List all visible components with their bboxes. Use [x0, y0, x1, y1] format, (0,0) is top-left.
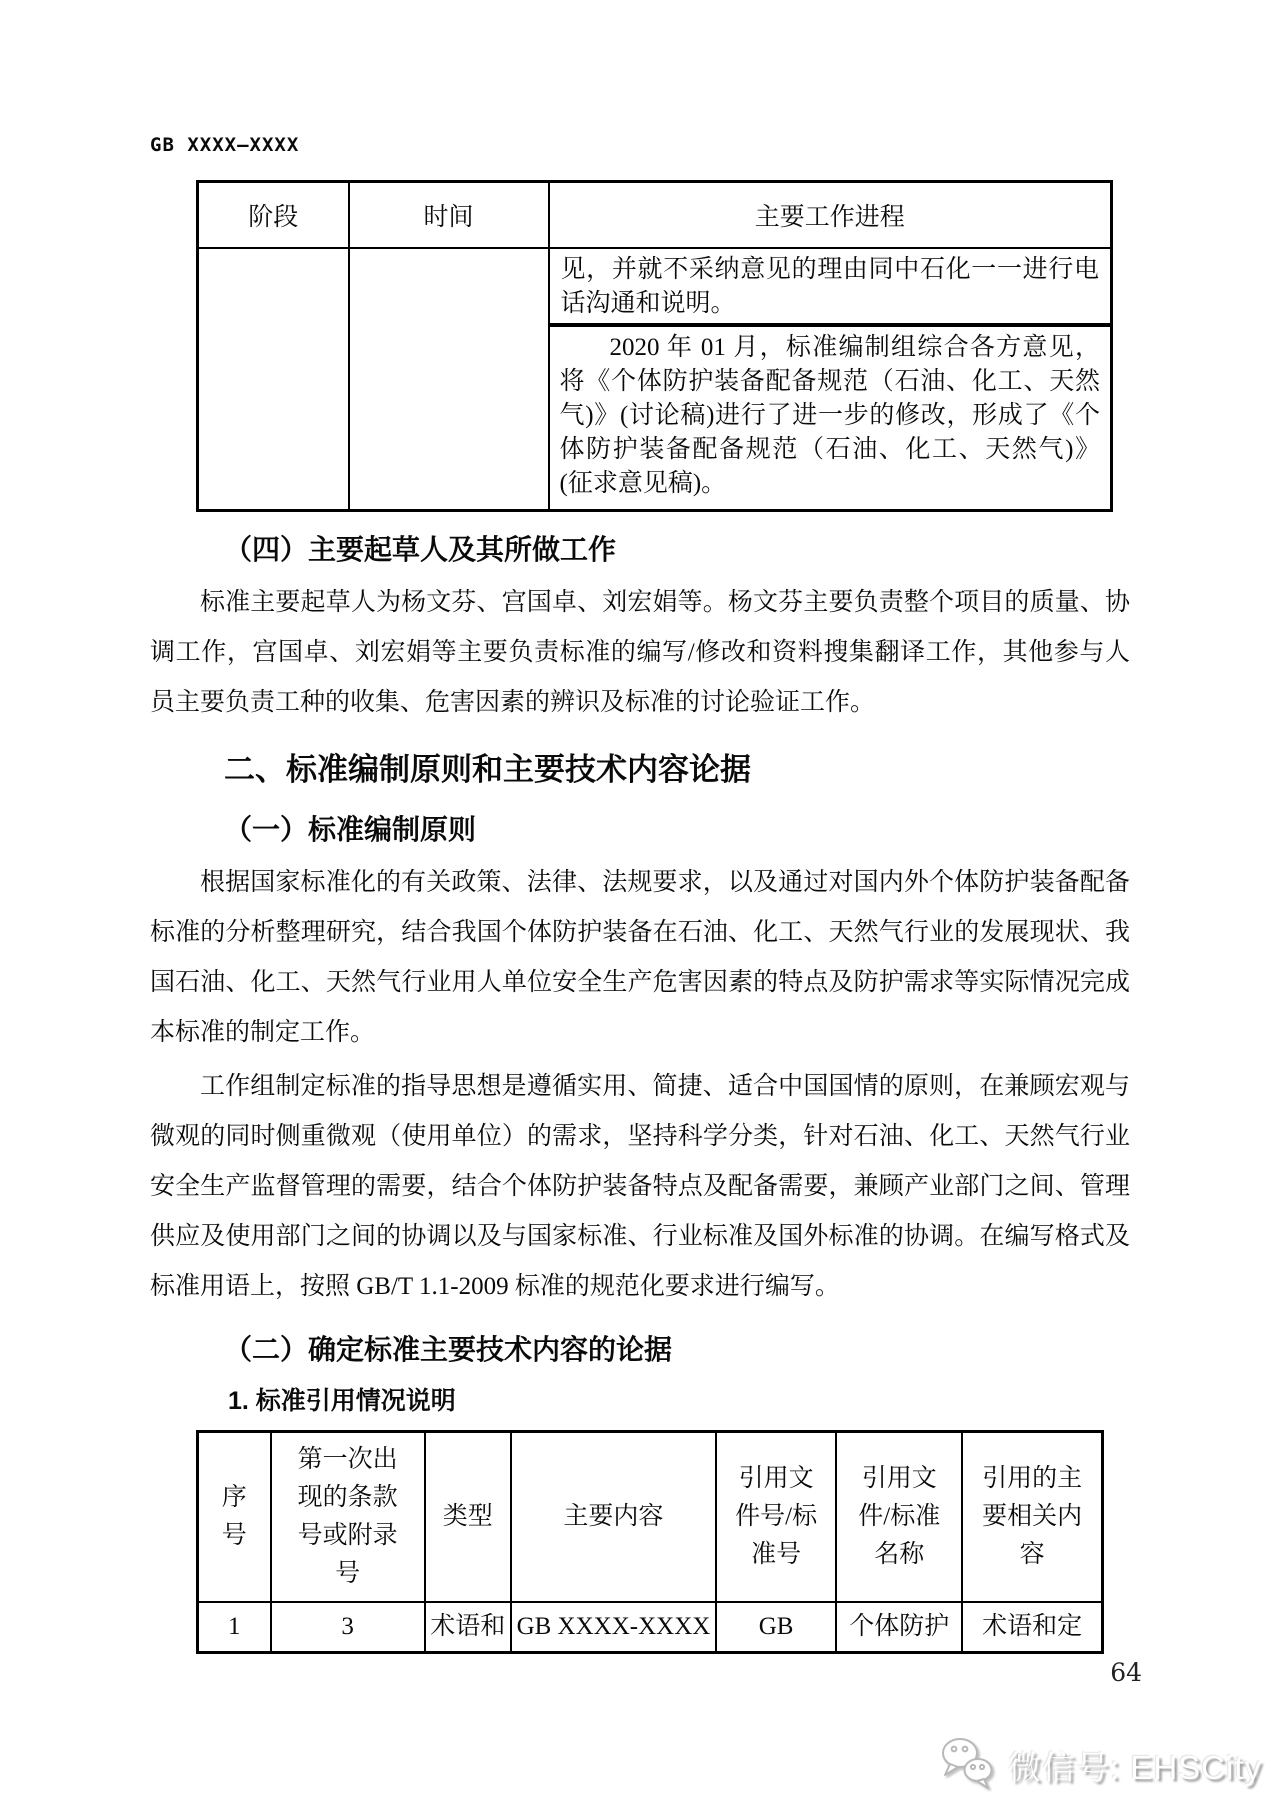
stage-cell [198, 248, 349, 511]
cell-type: 术语和 [425, 1602, 511, 1653]
heading-item-one: 1. 标准引用情况说明 [228, 1387, 456, 1415]
col-header-progress: 主要工作进程 [549, 182, 1112, 249]
wechat-icon [936, 1734, 998, 1797]
col-header-main-content: 主要内容 [511, 1432, 716, 1603]
col-header-related-content: 引用的主要相关内容 [962, 1432, 1102, 1603]
work-progress-table [196, 180, 1113, 512]
col-header-cited-doc-no: 引用文件号/标准号 [716, 1432, 836, 1603]
progress-cell-continued: 见，并就不采纳意见的理由同中石化一一进行电话沟通和说明。 [549, 248, 1112, 325]
cell-related-content: 术语和定 [962, 1602, 1102, 1653]
col-header-cited-doc-name: 引用文件/标准名称 [836, 1432, 962, 1603]
heading-chapter-two: 二、标准编制原则和主要技术内容论据 [224, 752, 751, 787]
col-header-index: 序号 [198, 1432, 271, 1603]
col-header-stage: 阶段 [198, 182, 349, 249]
citation-table [196, 1430, 1104, 1654]
wechat-watermark [936, 1734, 1262, 1797]
table-header-row [198, 1432, 1103, 1603]
col-header-time: 时间 [349, 182, 549, 249]
col-header-type: 类型 [425, 1432, 511, 1603]
cell-index: 1 [198, 1602, 271, 1653]
watermark-label: 微信号: EHSCity [1007, 1749, 1262, 1786]
time-cell [349, 248, 549, 511]
table-row [198, 1602, 1103, 1653]
heading-section-four: （四）主要起草人及其所做工作 [224, 534, 617, 565]
paragraph-drafters: 标准主要起草人为杨文芬、宫国卓、刘宏娟等。杨文芬主要负责整个项目的质量、协调工作，宫国卓、刘宏娟等主要负责标准的编写/修改和资料搜集翻译工作，其他参与人员主要负责工种的收集、危害因素的辨识及标准的讨论验证工作。 [150, 589, 1130, 716]
paragraph-principles-2: 工作组制定标准的指导思想是遵循实用、简捷、适合中国国情的原则，在兼顾宏观与微观的同时侧重微观（使用单位）的需求，坚持科学分类，针对石油、化工、天然气行业安全生产监督管理的需要，结合个体防护装备特点及配备需要，兼顾产业部门之间、管理供应及使用部门之间的协调以及与国家标准、行业标准及国外标准的协调。在编写格式及标准用语上，按照 GB/T 1.1-2009 标准的规范化要求进行编写。 [150, 1073, 1130, 1300]
paragraph-principles-1: 根据国家标准化的有关政策、法律、法规要求，以及通过对国内外个体防护装备配备标准的分析整理研究，结合我国个体防护装备在石油、化工、天然气行业的发展现状、我国石油、化工、天然气行业用人单位安全生产危害因素的特点及防护需求等实际情况完成本标准的制定工作。 [150, 869, 1130, 1046]
cell-cited-doc-no: GB [716, 1602, 836, 1653]
cell-main-content: GB XXXX-XXXX [511, 1602, 716, 1653]
table-header-row [198, 182, 1112, 249]
heading-sub-one: （一）标准编制原则 [224, 814, 477, 845]
col-header-first-clause: 第一次出现的条款号或附录号 [271, 1432, 425, 1603]
page-number: 64 [1110, 1658, 1142, 1687]
cell-first-clause: 3 [271, 1602, 425, 1653]
cell-cited-doc-name: 个体防护 [836, 1602, 962, 1653]
table-row [198, 248, 1112, 325]
doc-code-header: GB XXXX—XXXX [150, 134, 300, 156]
progress-cell-2020-01: 2020 年 01 月，标准编制组综合各方意见，将《个体防护装备配备规范（石油、化工、天然气)》(讨论稿)进行了进一步的修改，形成了《个体防护装备配备规范（石油、化工、天然气)》(征求意见稿)。 [549, 325, 1112, 511]
heading-sub-two: （二）确定标准主要技术内容的论据 [224, 1334, 673, 1365]
